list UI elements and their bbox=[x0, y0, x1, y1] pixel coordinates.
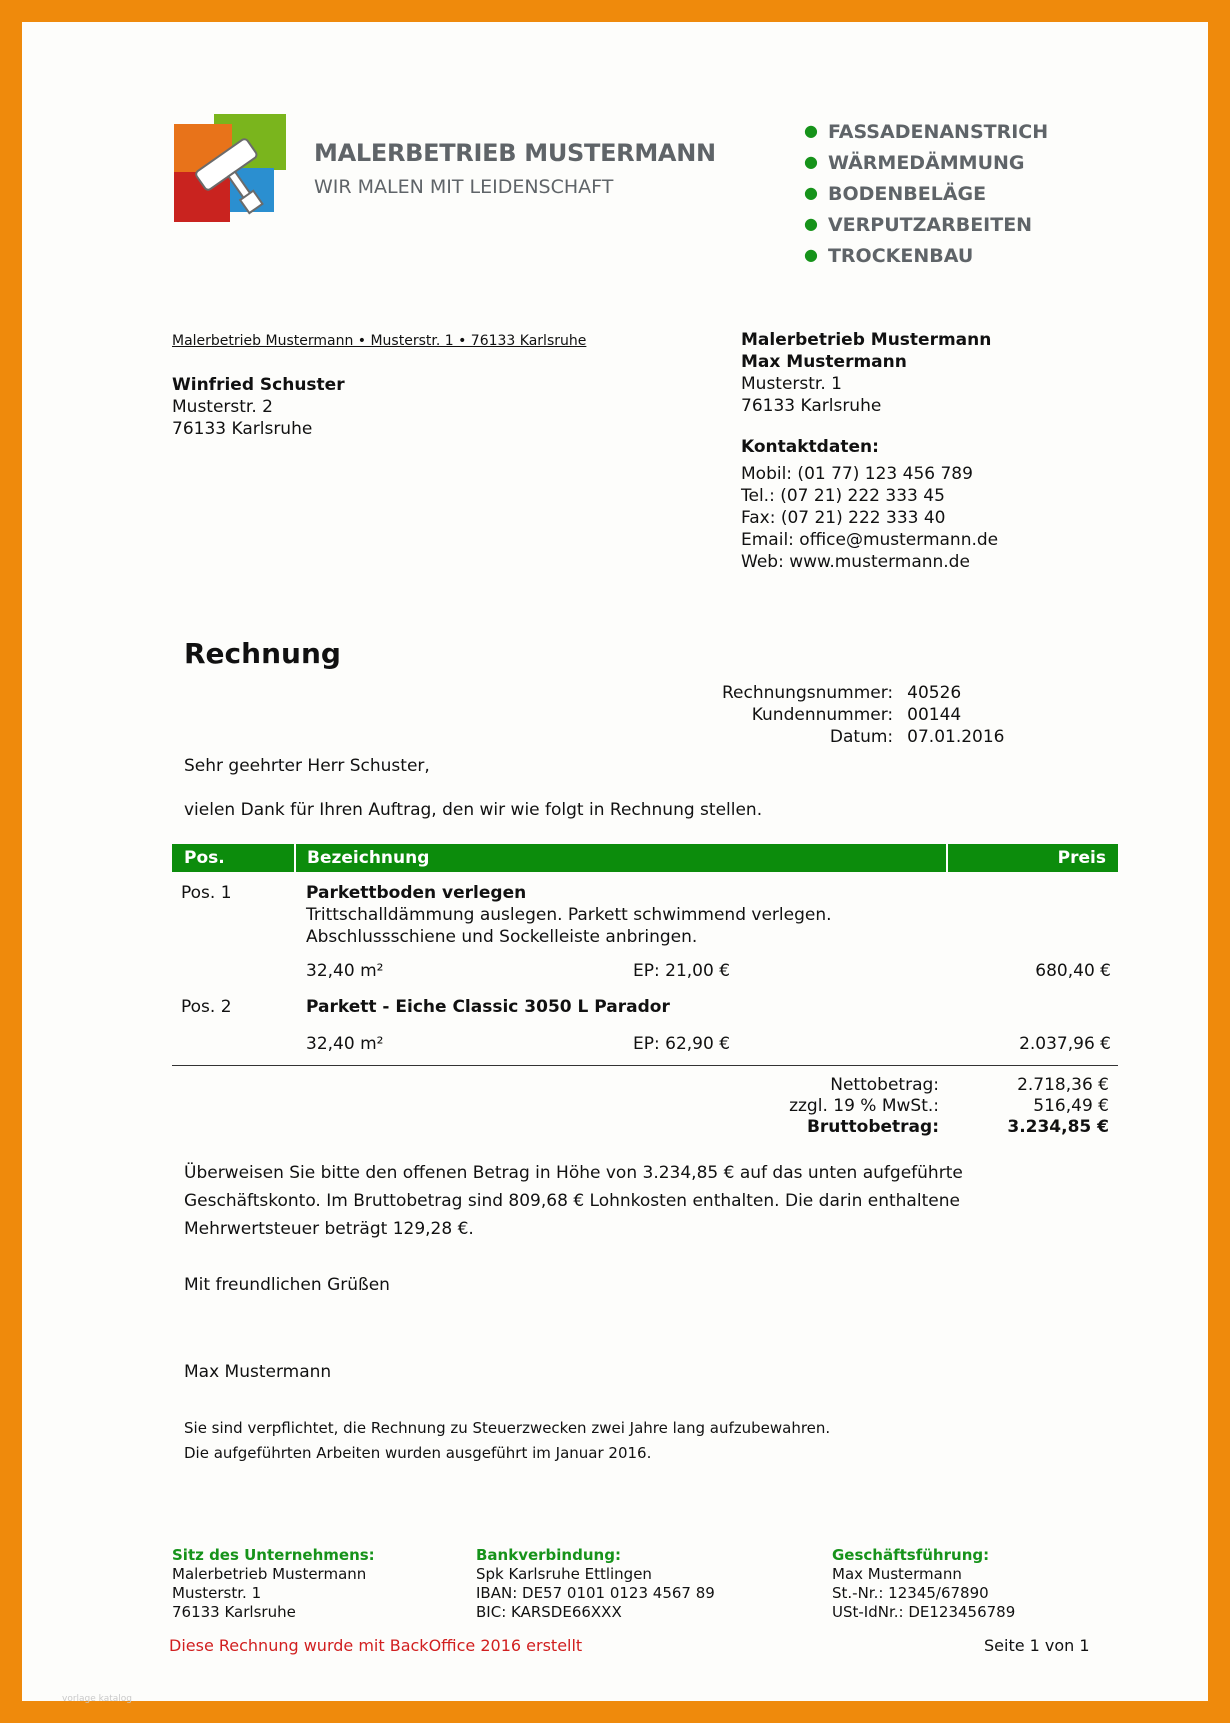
item-pos: Pos. 1 bbox=[181, 883, 232, 903]
item-description: Abschlussschiene und Sockelleiste anbringen. bbox=[306, 927, 698, 947]
gross-amount: 3.234,85 € bbox=[1007, 1117, 1109, 1137]
company-name: Malerbetrieb Mustermann bbox=[741, 330, 992, 350]
header-pos: Pos. bbox=[184, 848, 225, 868]
item-unit-price: EP: 62,90 € bbox=[633, 1034, 731, 1054]
invoice-number: 40526 bbox=[907, 683, 962, 703]
note-line: Sie sind verpflichtet, die Rechnung zu Steuerzwecken zwei Jahre lang aufzubewahren. bbox=[184, 1419, 831, 1437]
table-divider bbox=[172, 1065, 1118, 1066]
watermark: vorlage katalog bbox=[62, 1694, 132, 1704]
service-item: ● FASSADENANSTRICH bbox=[804, 121, 1049, 143]
header-price: Preis bbox=[1057, 848, 1106, 868]
footer-bank bbox=[476, 1546, 715, 1622]
item-total: 680,40 € bbox=[1035, 961, 1111, 981]
recipient-city: 76133 Karlsruhe bbox=[172, 419, 313, 439]
note-line: Die aufgeführten Arbeiten wurden ausgeführt im Januar 2016. bbox=[184, 1444, 652, 1462]
service-item: ● WÄRMEDÄMMUNG bbox=[804, 152, 1025, 174]
footer-heading: Bankverbindung: bbox=[476, 1546, 621, 1564]
closing-greeting: Mit freundlichen Grüßen bbox=[184, 1275, 390, 1295]
vat-amount: 516,49 € bbox=[1033, 1096, 1109, 1116]
service-item: ● TROCKENBAU bbox=[804, 245, 974, 267]
meta-label: Kundennummer: bbox=[751, 705, 894, 725]
footer-heading: Sitz des Unternehmens: bbox=[172, 1546, 375, 1564]
footer-line: Spk Karlsruhe Ettlingen bbox=[476, 1565, 652, 1583]
footer-line: IBAN: DE57 0101 0123 4567 89 bbox=[476, 1584, 715, 1602]
recipient-street: Musterstr. 2 bbox=[172, 397, 273, 417]
footer-line: Musterstr. 1 bbox=[172, 1584, 262, 1602]
contact-email: Email: office@mustermann.de bbox=[741, 530, 999, 550]
company-address bbox=[741, 329, 991, 417]
footer-management bbox=[832, 1546, 1015, 1622]
header-divider bbox=[946, 844, 948, 872]
bullet-icon: ● bbox=[804, 245, 818, 264]
footer-line: USt-IdNr.: DE123456789 bbox=[832, 1603, 1016, 1621]
sender-return-address: Malerbetrieb Mustermann • Musterstr. 1 • 76133 Karlsruhe bbox=[172, 333, 587, 349]
contact-web: Web: www.mustermann.de bbox=[741, 552, 970, 572]
bullet-icon: ● bbox=[804, 121, 818, 140]
intro-text: vielen Dank für Ihren Auftrag, den wir wie folgt in Rechnung stellen. bbox=[184, 800, 763, 820]
salutation: Sehr geehrter Herr Schuster, bbox=[184, 756, 430, 776]
recipient-address bbox=[172, 374, 345, 440]
document-title: Rechnung bbox=[184, 637, 341, 670]
invoice-page bbox=[22, 22, 1208, 1704]
signer-name: Max Mustermann bbox=[184, 1362, 332, 1382]
item-title: Parkett - Eiche Classic 3050 L Parador bbox=[306, 997, 670, 1017]
legal-notes bbox=[184, 1416, 830, 1466]
service-item: ● VERPUTZARBEITEN bbox=[804, 214, 1033, 236]
contact-fax: Fax: (07 21) 222 333 40 bbox=[741, 508, 946, 528]
invoice-date: 07.01.2016 bbox=[907, 727, 1005, 747]
net-amount: 2.718,36 € bbox=[1017, 1075, 1109, 1095]
footer-company-seat bbox=[172, 1546, 375, 1622]
item-quantity: 32,40 m² bbox=[306, 1034, 384, 1054]
paint-roller-icon bbox=[174, 114, 286, 222]
bullet-icon: ● bbox=[804, 152, 818, 171]
bullet-icon: ● bbox=[804, 214, 818, 233]
item-description: Trittschalldämmung auslegen. Parkett schwimmend verlegen. bbox=[306, 905, 832, 925]
meta-label: Rechnungsnummer: bbox=[722, 683, 894, 703]
totals-table bbox=[689, 1075, 1109, 1138]
payment-instructions: Überweisen Sie bitte den offenen Betrag in Höhe von 3.234,85 € auf das unten aufgeführte Geschäftskonto. Im Bruttobetrag sind 809,68 € Lohnkosten enthalten. Die darin enthaltene Mehrwertsteuer beträgt 129,28 €. bbox=[184, 1163, 963, 1239]
company-city: 76133 Karlsruhe bbox=[741, 396, 882, 416]
items-table-header bbox=[172, 844, 1118, 872]
bullet-icon: ● bbox=[804, 183, 818, 202]
page-number: Seite 1 von 1 bbox=[984, 1636, 1090, 1655]
footer-line: BIC: KARSDE66XXX bbox=[476, 1603, 622, 1621]
meta-label: Datum: bbox=[829, 727, 894, 747]
footer-line: Malerbetrieb Mustermann bbox=[172, 1565, 367, 1583]
gross-label: Bruttobetrag: bbox=[806, 1117, 939, 1137]
item-total: 2.037,96 € bbox=[1019, 1034, 1111, 1054]
company-brand-name: MALERBETRIEB MUSTERMANN bbox=[314, 139, 716, 167]
header-divider bbox=[294, 844, 296, 872]
header-desc: Bezeichnung bbox=[307, 848, 430, 868]
contact-mobile: Mobil: (01 77) 123 456 789 bbox=[741, 464, 973, 484]
service-item: ● BODENBELÄGE bbox=[804, 183, 987, 205]
footer-line: St.-Nr.: 12345/67890 bbox=[832, 1584, 989, 1602]
company-owner: Max Mustermann bbox=[741, 352, 907, 372]
invoice-meta bbox=[722, 682, 1005, 748]
company-street: Musterstr. 1 bbox=[741, 374, 842, 394]
services-list bbox=[804, 116, 1048, 271]
footer-line: 76133 Karlsruhe bbox=[172, 1603, 296, 1621]
company-slogan: WIR MALEN MIT LEIDENSCHAFT bbox=[314, 176, 614, 198]
vat-label: zzgl. 19 % MwSt.: bbox=[789, 1096, 939, 1116]
item-pos: Pos. 2 bbox=[181, 997, 232, 1017]
contact-heading: Kontaktdaten: bbox=[741, 437, 879, 457]
item-title: Parkettboden verlegen bbox=[306, 883, 527, 903]
created-by-note: Diese Rechnung wurde mit BackOffice 2016 erstellt bbox=[169, 1636, 583, 1655]
item-quantity: 32,40 m² bbox=[306, 961, 384, 981]
net-label: Nettobetrag: bbox=[830, 1075, 939, 1095]
footer-line: Max Mustermann bbox=[832, 1565, 962, 1583]
recipient-name: Winfried Schuster bbox=[172, 375, 345, 395]
contact-details bbox=[741, 463, 998, 573]
customer-number: 00144 bbox=[907, 705, 962, 725]
footer-heading: Geschäftsführung: bbox=[832, 1546, 990, 1564]
item-unit-price: EP: 21,00 € bbox=[633, 961, 731, 981]
contact-phone: Tel.: (07 21) 222 333 45 bbox=[741, 486, 945, 506]
